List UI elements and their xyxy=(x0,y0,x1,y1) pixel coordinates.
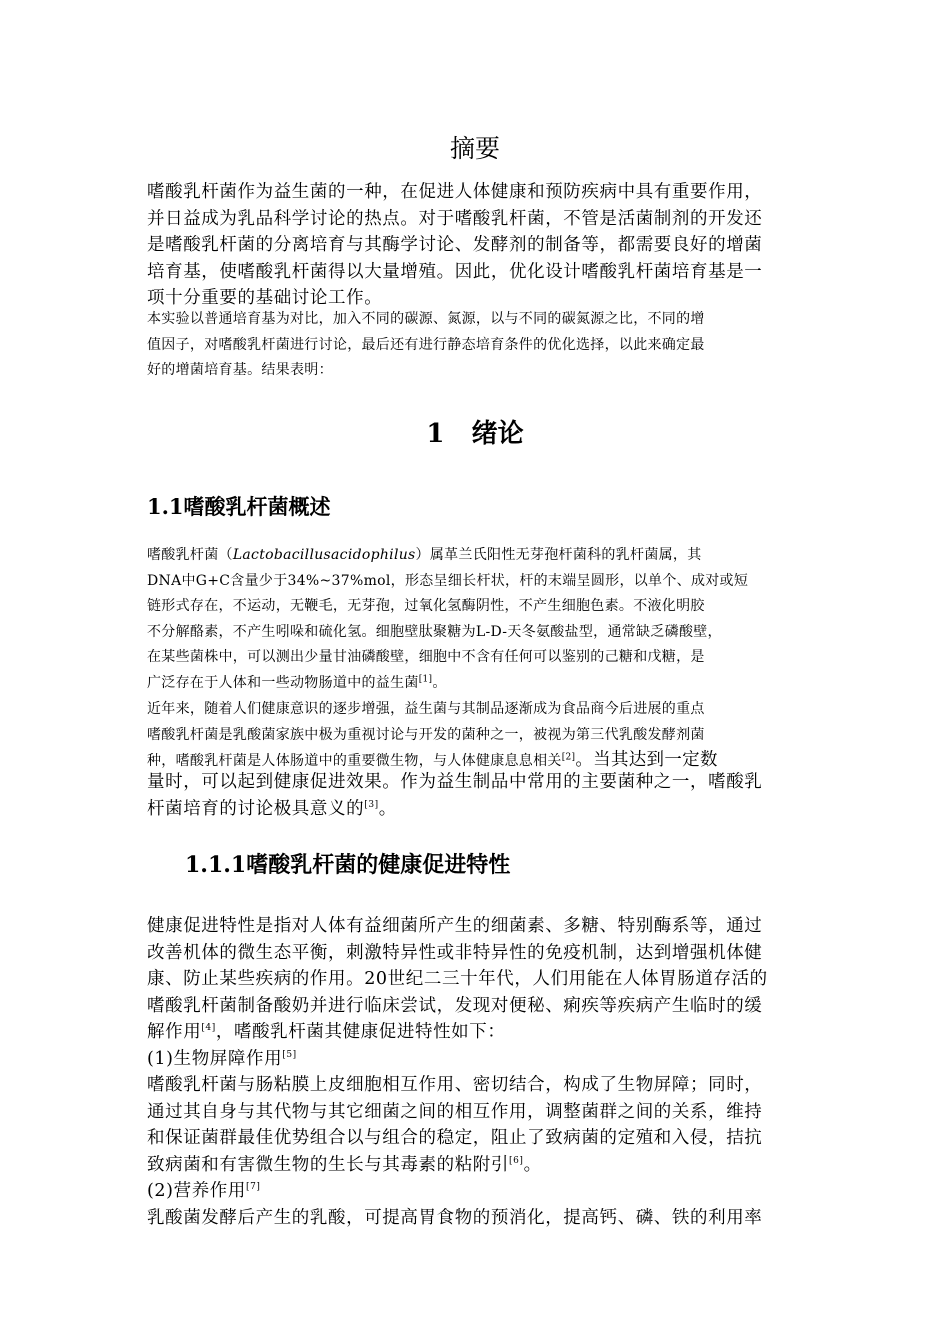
text-line: 是嗜酸乳杆菌的分离培育与其酶学讨论、发酵剂的制备等，都需要良好的增菌 xyxy=(147,235,763,255)
text-span: 。 xyxy=(432,674,447,691)
citation-ref: [5] xyxy=(282,1049,297,1060)
text-line: 和保证菌群最佳优势组合以与组合的稳定，阻止了致病菌的定殖和入侵，拮抗 xyxy=(147,1128,763,1148)
citation-ref: [2] xyxy=(561,752,576,763)
text-line: 好的增菌培育基。结果表明： xyxy=(147,362,333,378)
text-line: 值因子，对嗜酸乳杆菌进行讨论，最后还有进行静态培育条件的优化选择，以此来确定最 xyxy=(147,336,705,353)
text-line xyxy=(147,543,812,569)
text-line: DNA中G+C含量少于34%~37%mol，形态呈细长杆状，杆的末端呈圆形，以单个、成对或短 xyxy=(147,572,749,589)
section-1-1-1-body xyxy=(147,913,812,1231)
text-line: 改善机体的微生态平衡，刺激特异性或非特异性的免疫机制，达到增强机体健 xyxy=(147,942,763,963)
text-line: 近年来，随着人们健康意识的逐步增强，益生菌与其制品逐渐成为食品商今后进展的重点 xyxy=(147,701,705,717)
abstract-title: 摘要 xyxy=(449,134,500,163)
text-line: 嗜酸乳杆菌制备酸奶并进行临床尝试，发现对便秘、痢疾等疾病产生临时的缓 xyxy=(147,995,763,1016)
text-line: 嗜酸乳杆菌是乳酸菌家族中极为重视讨论与开发的菌种之一，被视为第三代乳酸发酵剂菌 xyxy=(147,726,705,743)
list-item-label xyxy=(147,1178,812,1205)
text-line: 量时，可以起到健康促进效果。作为益生制品中常用的主要菌种之一，嗜酸乳 xyxy=(147,772,763,792)
text-line xyxy=(147,796,812,823)
text-span: 致病菌和有害微生物的生长与其毒素的粘附引 xyxy=(147,1154,509,1175)
text-span: 。当其达到一定数 xyxy=(575,750,718,770)
text-line xyxy=(147,1019,812,1046)
text-span: 广泛存在于人体和一些动物肠道中的益生菌 xyxy=(147,674,419,691)
text-span: 。 xyxy=(523,1154,542,1175)
species-name: Lactobacillusacidophilus xyxy=(232,547,416,563)
abstract-paragraph-2 xyxy=(147,307,812,384)
citation-ref: [3] xyxy=(364,799,379,810)
text-line xyxy=(147,1152,812,1179)
text-span: ，嗜酸乳杆菌其健康促进特性如下： xyxy=(215,1022,506,1042)
text-line: 不分解酪素，不产生吲哚和硫化氢。细胞壁肽聚糖为L-D-天冬氨酸盐型，通常缺乏磷酸壁， xyxy=(147,623,722,640)
text-line: 本实验以普通培育基为对比，加入不同的碳源、氮源，以与不同的碳氮源之比，不同的增 xyxy=(147,311,705,327)
section-1-1-paragraph-2 xyxy=(147,697,812,775)
citation-ref: [7] xyxy=(246,1182,261,1193)
text-line: 嗜酸乳杆菌作为益生菌的一种，在促进人体健康和预防疾病中具有重要作用， xyxy=(147,182,763,202)
subsection-title: 1.1.1嗜酸乳杆菌的健康促进特性 xyxy=(185,852,511,878)
chapter-title: 1 绪论 xyxy=(426,419,524,449)
abstract-paragraph-1 xyxy=(147,179,812,312)
text-line: 康、防止某些疾病的作用。20世纪二三十年代，人们用能在人体胃肠道存活的 xyxy=(147,969,768,989)
text-span: (1)生物屏障作用 xyxy=(147,1048,283,1069)
section-1-1-paragraph-1 xyxy=(147,543,812,696)
text-line: 通过其自身与其代物与其它细菌之间的相互作用，调整菌群之间的关系，维持 xyxy=(147,1101,763,1122)
text-span: 解作用 xyxy=(147,1022,202,1042)
section-title: 1.1嗜酸乳杆菌概述 xyxy=(147,494,331,519)
citation-ref: [6] xyxy=(509,1155,524,1166)
citation-ref: [4] xyxy=(201,1023,216,1034)
text-line: 乳酸菌发酵后产生的乳酸，可提高胃食物的预消化，提高钙、磷、铁的利用率 xyxy=(147,1207,763,1228)
text-line: 在某些菌株中，可以测出少量甘油磷酸壁，细胞中不含有任何可以鉴别的己糖和戊糖，是 xyxy=(147,649,705,665)
text-line: 培育基，使嗜酸乳杆菌得以大量增殖。因此，优化设计嗜酸乳杆菌培育基是一 xyxy=(147,261,763,282)
text-line: 并日益成为乳品科学讨论的热点。对于嗜酸乳杆菌，不管是活菌制剂的开发还 xyxy=(147,208,763,229)
text-line: 链形式存在，不运动，无鞭毛，无芽孢，过氧化氢酶阴性，不产生细胞色素。不液化明胶 xyxy=(147,598,705,614)
text-span: 。 xyxy=(378,798,397,819)
text-span: (2)营养作用 xyxy=(147,1181,246,1201)
text-line: 健康促进特性是指对人体有益细菌所产生的细菌素、多糖、特别酶系等，通过 xyxy=(147,916,763,936)
section-1-1-paragraph-2-cont xyxy=(147,769,812,822)
text-line xyxy=(147,671,812,697)
text-span: ）属革兰氏阳性无芽孢杆菌科的乳杆菌属，其 xyxy=(415,547,702,563)
text-span: 杆菌培育的讨论极具意义的 xyxy=(147,798,365,819)
text-span: 种，嗜酸乳杆菌是人体肠道中的重要微生物，与人体健康息息相关 xyxy=(147,753,562,769)
citation-ref: [1] xyxy=(418,673,433,684)
text-span: 嗜酸乳杆菌（ xyxy=(147,547,233,563)
text-line: 项十分重要的基础讨论工作。 xyxy=(147,288,383,308)
list-item-label xyxy=(147,1046,812,1073)
text-line: 嗜酸乳杆菌与肠粘膜上皮细胞相互作用、密切结合，构成了生物屏障；同时， xyxy=(147,1075,763,1095)
